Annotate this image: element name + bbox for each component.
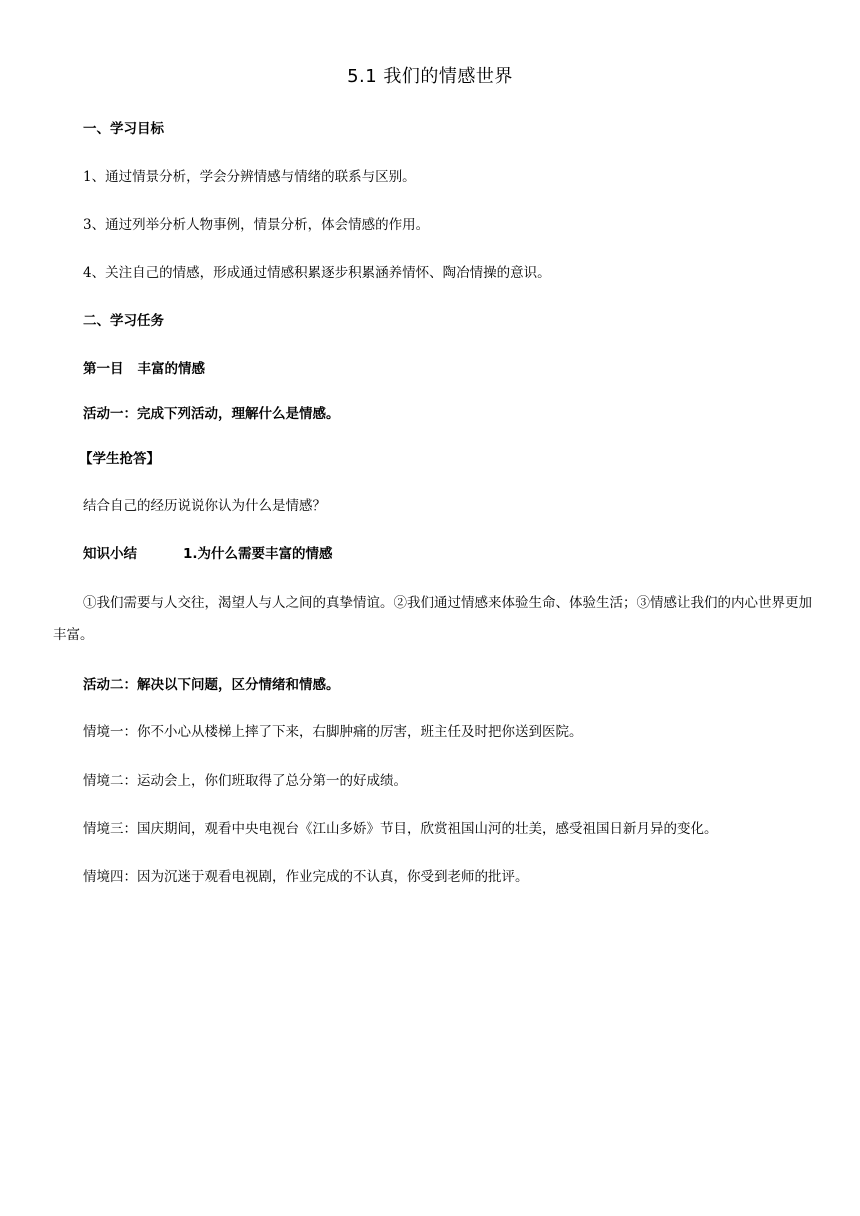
goal-item-1: 1、通过情景分析，学会分辨情感与情绪的联系与区别。	[83, 169, 416, 185]
summary-label: 知识小结	[83, 546, 137, 562]
scenario-4: 情境四：因为沉迷于观看电视剧，作业完成的不认真，你受到老师的批评。	[83, 869, 529, 885]
knowledge-summary	[83, 543, 333, 565]
scenario-1: 情境一：你不小心从楼梯上摔了下来，右脚肿痛的厉害，班主任及时把你送到医院。	[83, 724, 583, 740]
summary-paragraph: ①我们需要与人交往，渴望人与人之间的真挚情谊。②我们通过情感来体验生命、体验生活；③情感让我们的内心世界更加丰富。	[53, 595, 812, 643]
summary-title: 1.为什么需要丰富的情感	[183, 546, 333, 562]
question-text: 结合自己的经历说说你认为什么是情感？	[83, 498, 326, 514]
student-answer-label: 【学生抢答】	[79, 451, 160, 467]
scenario-2: 情境二：运动会上，你们班取得了总分第一的好成绩。	[83, 773, 407, 789]
section-heading-goals: 一、学习目标	[83, 121, 164, 137]
scenario-3: 情境三：国庆期间，观看中央电视台《江山多娇》节目，欣赏祖国山河的壮美，感受祖国日新月异的变化。	[83, 821, 718, 837]
subheading	[83, 358, 205, 380]
subheading-title: 丰富的情感	[137, 361, 205, 377]
goal-item-2: 3、通过列举分析人物事例，情景分析，体会情感的作用。	[83, 217, 430, 233]
section-heading-tasks: 二、学习任务	[83, 313, 164, 329]
activity-one: 活动一：完成下列活动，理解什么是情感。	[83, 406, 340, 422]
goal-item-3: 4、关注自己的情感，形成通过情感积累逐步积累涵养情怀、陶冶情操的意识。	[83, 265, 551, 281]
page-title: 5.1 我们的情感世界	[347, 66, 513, 87]
activity-two: 活动二：解决以下问题，区分情绪和情感。	[83, 677, 340, 693]
subheading-label: 第一目	[83, 361, 124, 377]
